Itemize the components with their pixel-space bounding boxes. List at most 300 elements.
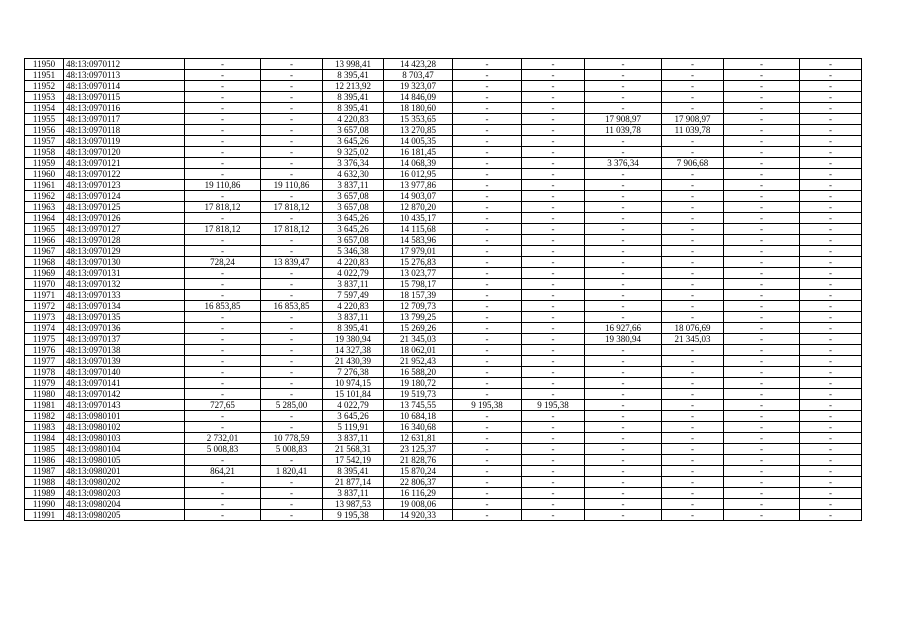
table-row [25,70,862,81]
cell-col-10: 11 039,78 [662,125,724,136]
cell-col-5: 17 542,19 [323,455,384,466]
cell-col-5: 8 395,41 [323,323,384,334]
cell-cadastral-number: 48:13:0970129 [64,246,185,257]
cell-col-4: - [261,213,323,224]
table-row [25,455,862,466]
cell-col-10: - [662,488,724,499]
table-row [25,323,862,334]
cell-row-number: 11984 [25,433,64,444]
cell-col-8: - [522,411,585,422]
cell-col-10: - [662,59,724,70]
cell-col-10: - [662,246,724,257]
cell-col-12: - [800,422,862,433]
cell-col-9: - [585,136,662,147]
cell-col-4: - [261,411,323,422]
cell-col-10: - [662,510,724,521]
cell-col-7: - [453,103,522,114]
cell-row-number: 11974 [25,323,64,334]
cell-col-7: - [453,257,522,268]
cell-col-6: 13 023,77 [384,268,453,279]
cell-col-8: - [522,224,585,235]
cell-col-4: 17 818,12 [261,202,323,213]
cell-col-8: - [522,510,585,521]
cell-col-3: - [185,147,261,158]
cell-row-number: 11958 [25,147,64,158]
cell-col-11: - [724,268,800,279]
cell-col-8: - [522,455,585,466]
cell-row-number: 11951 [25,70,64,81]
cell-col-3: - [185,191,261,202]
cell-col-12: - [800,191,862,202]
cell-col-6: 14 005,35 [384,136,453,147]
cell-col-9: - [585,455,662,466]
cell-col-9: - [585,59,662,70]
cell-cadastral-number: 48:13:0980201 [64,466,185,477]
cell-col-8: - [522,235,585,246]
cell-col-5: 8 395,41 [323,70,384,81]
table-row [25,389,862,400]
cell-col-9: - [585,147,662,158]
cell-col-8: 9 195,38 [522,400,585,411]
cell-cadastral-number: 48:13:0970141 [64,378,185,389]
cell-col-11: - [724,378,800,389]
cell-col-7: - [453,466,522,477]
table-row [25,312,862,323]
cell-row-number: 11977 [25,356,64,367]
cell-col-3: - [185,477,261,488]
cell-col-10: - [662,356,724,367]
cell-col-11: - [724,466,800,477]
cell-col-8: - [522,334,585,345]
cell-col-4: - [261,103,323,114]
cell-col-8: - [522,356,585,367]
cell-cadastral-number: 48:13:0970128 [64,235,185,246]
cell-cadastral-number: 48:13:0970134 [64,301,185,312]
cell-col-7: - [453,114,522,125]
cell-col-8: - [522,290,585,301]
cell-row-number: 11987 [25,466,64,477]
cell-col-8: - [522,92,585,103]
cell-col-8: - [522,147,585,158]
cell-col-6: 18 157,39 [384,290,453,301]
cell-col-11: - [724,301,800,312]
cell-col-11: - [724,81,800,92]
cell-col-6: 21 952,43 [384,356,453,367]
cell-col-3: - [185,345,261,356]
cell-col-4: - [261,312,323,323]
cell-col-11: - [724,169,800,180]
cell-col-5: 9 325,02 [323,147,384,158]
cell-col-8: - [522,444,585,455]
cell-cadastral-number: 48:13:0970127 [64,224,185,235]
cell-col-10: - [662,345,724,356]
cell-col-4: - [261,499,323,510]
cell-col-9: - [585,92,662,103]
cell-col-12: - [800,345,862,356]
cell-row-number: 11950 [25,59,64,70]
cell-col-3: - [185,213,261,224]
cell-col-11: - [724,202,800,213]
cell-col-10: - [662,400,724,411]
cell-col-6: 8 703,47 [384,70,453,81]
cell-col-7: - [453,312,522,323]
cell-row-number: 11957 [25,136,64,147]
cell-col-6: 10 435,17 [384,213,453,224]
table-row [25,92,862,103]
cell-col-8: - [522,103,585,114]
cell-cadastral-number: 48:13:0970117 [64,114,185,125]
cell-row-number: 11961 [25,180,64,191]
cell-col-4: - [261,70,323,81]
cell-col-10: - [662,202,724,213]
cell-col-11: - [724,257,800,268]
cell-col-3: - [185,114,261,125]
cell-cadastral-number: 48:13:0970140 [64,367,185,378]
cell-col-5: 3 837,11 [323,433,384,444]
cell-cadastral-number: 48:13:0980101 [64,411,185,422]
cell-col-11: - [724,279,800,290]
cell-col-12: - [800,312,862,323]
table-row [25,103,862,114]
cell-col-9: - [585,444,662,455]
cell-col-11: - [724,422,800,433]
table-row [25,268,862,279]
cell-col-12: - [800,290,862,301]
cell-col-9: - [585,202,662,213]
cell-col-3: - [185,312,261,323]
cell-cadastral-number: 48:13:0970114 [64,81,185,92]
cell-col-3: 19 110,86 [185,180,261,191]
cell-col-4: - [261,389,323,400]
cell-col-9: - [585,103,662,114]
cell-col-12: - [800,180,862,191]
cell-col-3: - [185,92,261,103]
table-row [25,224,862,235]
cell-col-8: - [522,499,585,510]
cell-col-12: - [800,147,862,158]
cell-col-4: - [261,510,323,521]
cell-col-6: 19 180,72 [384,378,453,389]
cell-col-12: - [800,367,862,378]
cell-col-7: - [453,213,522,224]
cell-col-11: - [724,345,800,356]
table-row [25,356,862,367]
cell-col-5: 4 220,83 [323,257,384,268]
cell-col-8: - [522,422,585,433]
cell-col-3: - [185,158,261,169]
cell-col-3: 727,65 [185,400,261,411]
cell-col-6: 14 068,39 [384,158,453,169]
cell-col-7: - [453,389,522,400]
cell-col-3: 728,24 [185,257,261,268]
cell-col-3: 2 732,01 [185,433,261,444]
cell-col-6: 15 353,65 [384,114,453,125]
cell-col-5: 3 645,26 [323,136,384,147]
cell-row-number: 11982 [25,411,64,422]
cell-col-9: - [585,301,662,312]
cell-col-5: 9 195,38 [323,510,384,521]
table-row [25,422,862,433]
cell-col-3: - [185,422,261,433]
cell-col-10: - [662,301,724,312]
cell-col-9: - [585,312,662,323]
cell-col-10: - [662,499,724,510]
cell-col-10: - [662,444,724,455]
cell-col-5: 3 376,34 [323,158,384,169]
cell-row-number: 11973 [25,312,64,323]
table-row [25,235,862,246]
cell-col-8: - [522,323,585,334]
cell-col-9: - [585,422,662,433]
cell-col-6: 12 870,20 [384,202,453,213]
cell-col-10: - [662,389,724,400]
cell-col-5: 8 395,41 [323,103,384,114]
table-row [25,378,862,389]
cell-col-5: 4 220,83 [323,301,384,312]
cell-col-4: 10 778,59 [261,433,323,444]
cell-col-8: - [522,345,585,356]
cell-col-6: 14 903,07 [384,191,453,202]
cell-col-10: - [662,411,724,422]
cell-col-7: - [453,488,522,499]
cell-col-9: - [585,400,662,411]
cell-col-8: - [522,59,585,70]
cell-col-5: 21 568,31 [323,444,384,455]
cell-col-3: - [185,59,261,70]
cell-col-7: - [453,235,522,246]
cell-col-12: - [800,488,862,499]
cell-col-12: - [800,213,862,224]
cell-col-9: 19 380,94 [585,334,662,345]
table-row [25,279,862,290]
cell-col-9: - [585,70,662,81]
cell-col-9: - [585,411,662,422]
table-row [25,433,862,444]
cell-cadastral-number: 48:13:0970115 [64,92,185,103]
cell-row-number: 11962 [25,191,64,202]
cell-col-7: - [453,334,522,345]
cell-col-6: 15 870,24 [384,466,453,477]
cell-col-10: - [662,70,724,81]
cell-col-6: 15 798,17 [384,279,453,290]
cell-col-4: 19 110,86 [261,180,323,191]
cell-col-4: - [261,191,323,202]
cell-col-8: - [522,378,585,389]
cell-col-8: - [522,125,585,136]
cell-col-7: - [453,92,522,103]
cell-cadastral-number: 48:13:0980205 [64,510,185,521]
cell-col-5: 8 395,41 [323,466,384,477]
cell-col-5: 3 837,11 [323,312,384,323]
cell-col-8: - [522,202,585,213]
cell-col-3: - [185,169,261,180]
cell-col-5: 3 657,08 [323,202,384,213]
cell-row-number: 11964 [25,213,64,224]
table-row [25,169,862,180]
cell-col-10: - [662,213,724,224]
cell-col-10: 21 345,03 [662,334,724,345]
cell-col-7: - [453,444,522,455]
cell-col-7: - [453,290,522,301]
cell-col-9: - [585,499,662,510]
cell-cadastral-number: 48:13:0980204 [64,499,185,510]
cell-col-7: - [453,158,522,169]
cell-col-8: - [522,81,585,92]
table-row [25,444,862,455]
cell-col-12: - [800,257,862,268]
cell-col-5: 5 119,91 [323,422,384,433]
table-row [25,290,862,301]
cell-col-5: 8 395,41 [323,92,384,103]
cell-col-11: - [724,180,800,191]
cell-col-11: - [724,147,800,158]
cell-col-9: - [585,169,662,180]
cell-col-10: 7 906,68 [662,158,724,169]
cell-col-8: - [522,180,585,191]
cell-col-11: - [724,488,800,499]
cell-col-10: - [662,147,724,158]
cell-col-4: - [261,114,323,125]
cell-col-6: 13 745,55 [384,400,453,411]
cell-col-4: - [261,279,323,290]
cell-col-12: - [800,433,862,444]
cell-col-12: - [800,70,862,81]
cell-col-9: - [585,191,662,202]
cell-col-8: - [522,191,585,202]
cell-col-10: - [662,433,724,444]
table-row [25,202,862,213]
cell-cadastral-number: 48:13:0970142 [64,389,185,400]
cell-col-11: - [724,213,800,224]
cell-col-11: - [724,158,800,169]
cell-col-11: - [724,290,800,301]
cell-col-4: - [261,345,323,356]
cell-col-4: 17 818,12 [261,224,323,235]
table-row [25,147,862,158]
cell-col-12: - [800,103,862,114]
cell-col-9: - [585,510,662,521]
cell-row-number: 11960 [25,169,64,180]
cell-col-6: 12 709,73 [384,301,453,312]
cell-col-11: - [724,444,800,455]
cell-col-3: - [185,411,261,422]
cell-col-6: 19 323,07 [384,81,453,92]
cell-col-6: 23 125,37 [384,444,453,455]
cell-row-number: 11952 [25,81,64,92]
cell-col-8: - [522,367,585,378]
cell-col-12: - [800,378,862,389]
cell-row-number: 11955 [25,114,64,125]
table-row [25,81,862,92]
table-row [25,59,862,70]
cell-col-4: - [261,488,323,499]
cell-col-12: - [800,125,862,136]
cell-col-4: - [261,422,323,433]
cell-col-4: - [261,125,323,136]
cell-col-5: 13 998,41 [323,59,384,70]
cell-row-number: 11967 [25,246,64,257]
cell-col-3: - [185,488,261,499]
cell-col-11: - [724,367,800,378]
cell-col-11: - [724,455,800,466]
cell-col-6: 15 276,83 [384,257,453,268]
cell-cadastral-number: 48:13:0970126 [64,213,185,224]
cell-cadastral-number: 48:13:0970124 [64,191,185,202]
cell-col-4: - [261,290,323,301]
cell-col-3: 17 818,12 [185,202,261,213]
cell-col-6: 14 583,96 [384,235,453,246]
cell-col-3: - [185,70,261,81]
cell-col-12: - [800,466,862,477]
cell-col-10: - [662,279,724,290]
cell-col-7: - [453,268,522,279]
cell-col-10: 18 076,69 [662,323,724,334]
cell-col-12: - [800,202,862,213]
cell-cadastral-number: 48:13:0970118 [64,125,185,136]
cell-col-5: 4 632,30 [323,169,384,180]
cell-row-number: 11959 [25,158,64,169]
cell-col-11: - [724,400,800,411]
cell-col-11: - [724,433,800,444]
cell-col-12: - [800,268,862,279]
cell-col-4: 5 008,83 [261,444,323,455]
cell-col-3: - [185,103,261,114]
cell-col-7: - [453,411,522,422]
cell-col-5: 3 837,11 [323,180,384,191]
cell-col-8: - [522,389,585,400]
cell-col-8: - [522,158,585,169]
cell-col-12: - [800,158,862,169]
cell-col-6: 14 920,33 [384,510,453,521]
table-row [25,400,862,411]
cell-col-7: - [453,125,522,136]
cell-col-9: - [585,246,662,257]
table-row [25,191,862,202]
cell-cadastral-number: 48:13:0970116 [64,103,185,114]
cell-col-12: - [800,279,862,290]
cell-cadastral-number: 48:13:0970136 [64,323,185,334]
cell-row-number: 11990 [25,499,64,510]
cell-cadastral-number: 48:13:0970122 [64,169,185,180]
cell-col-7: - [453,279,522,290]
table-row [25,510,862,521]
cell-col-5: 3 645,26 [323,224,384,235]
cell-row-number: 11989 [25,488,64,499]
cell-col-5: 7 597,49 [323,290,384,301]
cell-col-7: - [453,356,522,367]
cell-col-9: - [585,235,662,246]
cell-col-3: - [185,279,261,290]
cell-col-10: - [662,92,724,103]
cell-col-6: 13 977,86 [384,180,453,191]
cell-col-10: - [662,136,724,147]
cell-col-7: - [453,59,522,70]
cell-row-number: 11971 [25,290,64,301]
cell-col-11: - [724,235,800,246]
cell-col-7: 9 195,38 [453,400,522,411]
cell-col-8: - [522,466,585,477]
cell-col-3: 864,21 [185,466,261,477]
cell-col-12: - [800,169,862,180]
cell-col-7: - [453,367,522,378]
cell-col-5: 3 657,08 [323,235,384,246]
cell-col-8: - [522,246,585,257]
cell-col-7: - [453,246,522,257]
cell-col-10: - [662,169,724,180]
cell-col-5: 7 276,38 [323,367,384,378]
cell-cadastral-number: 48:13:0970112 [64,59,185,70]
cell-row-number: 11953 [25,92,64,103]
